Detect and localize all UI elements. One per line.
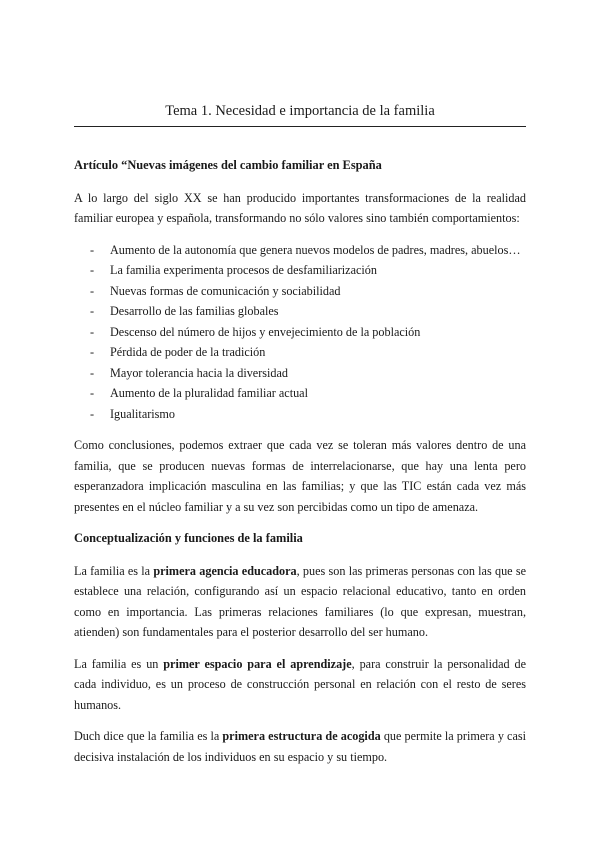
changes-list <box>74 240 526 425</box>
list-item-text: Pérdida de poder de la tradición <box>110 345 266 359</box>
text-run: , pues son las primeras personas con las que se establece una relación, configurando así un espacio relacional educativo, tanto en orden como en importancia. Las primeras relaciones familiares (lo que expresan, muestran, atienden) son fundamentales para el posterior desarrollo del ser humano. <box>74 563 526 639</box>
list-item <box>74 260 526 281</box>
bullet-dash: - <box>90 304 95 318</box>
list-item-text: Nuevas formas de comunicación y sociabilidad <box>110 283 341 298</box>
list-item <box>74 404 526 425</box>
list-item <box>74 301 526 322</box>
text-run: que permite la primera y casi decisiva instalación de los individuos en su espacio y su tiempo. <box>74 729 526 764</box>
list-item <box>74 281 526 302</box>
paragraph-agencia-educadora <box>74 561 526 643</box>
list-item <box>74 322 526 343</box>
list-item-text: Aumento de la pluralidad familiar actual <box>110 386 308 400</box>
list-item <box>74 363 526 384</box>
text-run: Duch dice que la familia es la <box>74 729 223 743</box>
list-item <box>74 383 526 404</box>
list-item-text: Igualitarismo <box>110 406 175 421</box>
intro-paragraph: A lo largo del siglo XX se han producido importantes transformaciones de la realidad familiar europea y española, transformando no sólo valores sino también comportamientos: <box>74 190 526 225</box>
section-heading-conceptualization: Conceptualización y funciones de la familia <box>74 531 303 545</box>
text-run: La familia es la <box>74 563 154 578</box>
header-rule <box>74 126 526 127</box>
paragraph-estructura-acogida <box>74 726 526 767</box>
bullet-dash: - <box>90 406 95 421</box>
conclusion-paragraph: Como conclusiones, podemos extraer que cada vez se toleran más valores dentro de una familia, que se producen nuevas formas de interrelacionarse, que hay una lenta pero esperanzadora implicación masculina en las familias; y que las TIC están cada vez más presentes en el núcleo familiar y a su vez son percibidas como un tipo de amenaza. <box>74 438 526 514</box>
list-item-text: Mayor tolerancia hacia la diversidad <box>110 365 288 380</box>
paragraph-espacio-aprendizaje <box>74 654 526 716</box>
bold-term: primera estructura de acogida <box>222 729 381 743</box>
list-item-text: Desarrollo de las familias globales <box>110 304 279 318</box>
list-item-text: Descenso del número de hijos y envejecimiento de la población <box>110 324 421 339</box>
bold-term: primera agencia educadora <box>153 563 297 578</box>
list-item-text: La familia experimenta procesos de desfamiliarización <box>110 263 377 277</box>
list-item <box>74 342 526 363</box>
bold-term: primer espacio para el aprendizaje <box>163 656 352 671</box>
document-body <box>74 155 526 778</box>
bullet-dash: - <box>90 263 95 277</box>
page-header-title: Tema 1. Necesidad e importancia de la familia <box>165 103 435 119</box>
bullet-dash: - <box>90 365 95 380</box>
bullet-dash: - <box>90 345 95 359</box>
section-heading-article: Artículo “Nuevas imágenes del cambio familiar en España <box>74 158 382 172</box>
list-item <box>74 240 526 261</box>
bullet-dash: - <box>90 242 95 257</box>
text-run: , para construir la personalidad de cada individuo, es un proceso de construcción personal en relación con el resto de seres humanos. <box>74 656 526 712</box>
bullet-dash: - <box>90 324 95 339</box>
list-item-text: Aumento de la autonomía que genera nuevos modelos de padres, madres, abuelos… <box>110 242 521 257</box>
bullet-dash: - <box>90 386 95 400</box>
text-run: La familia es un <box>74 656 164 671</box>
bullet-dash: - <box>90 283 95 298</box>
